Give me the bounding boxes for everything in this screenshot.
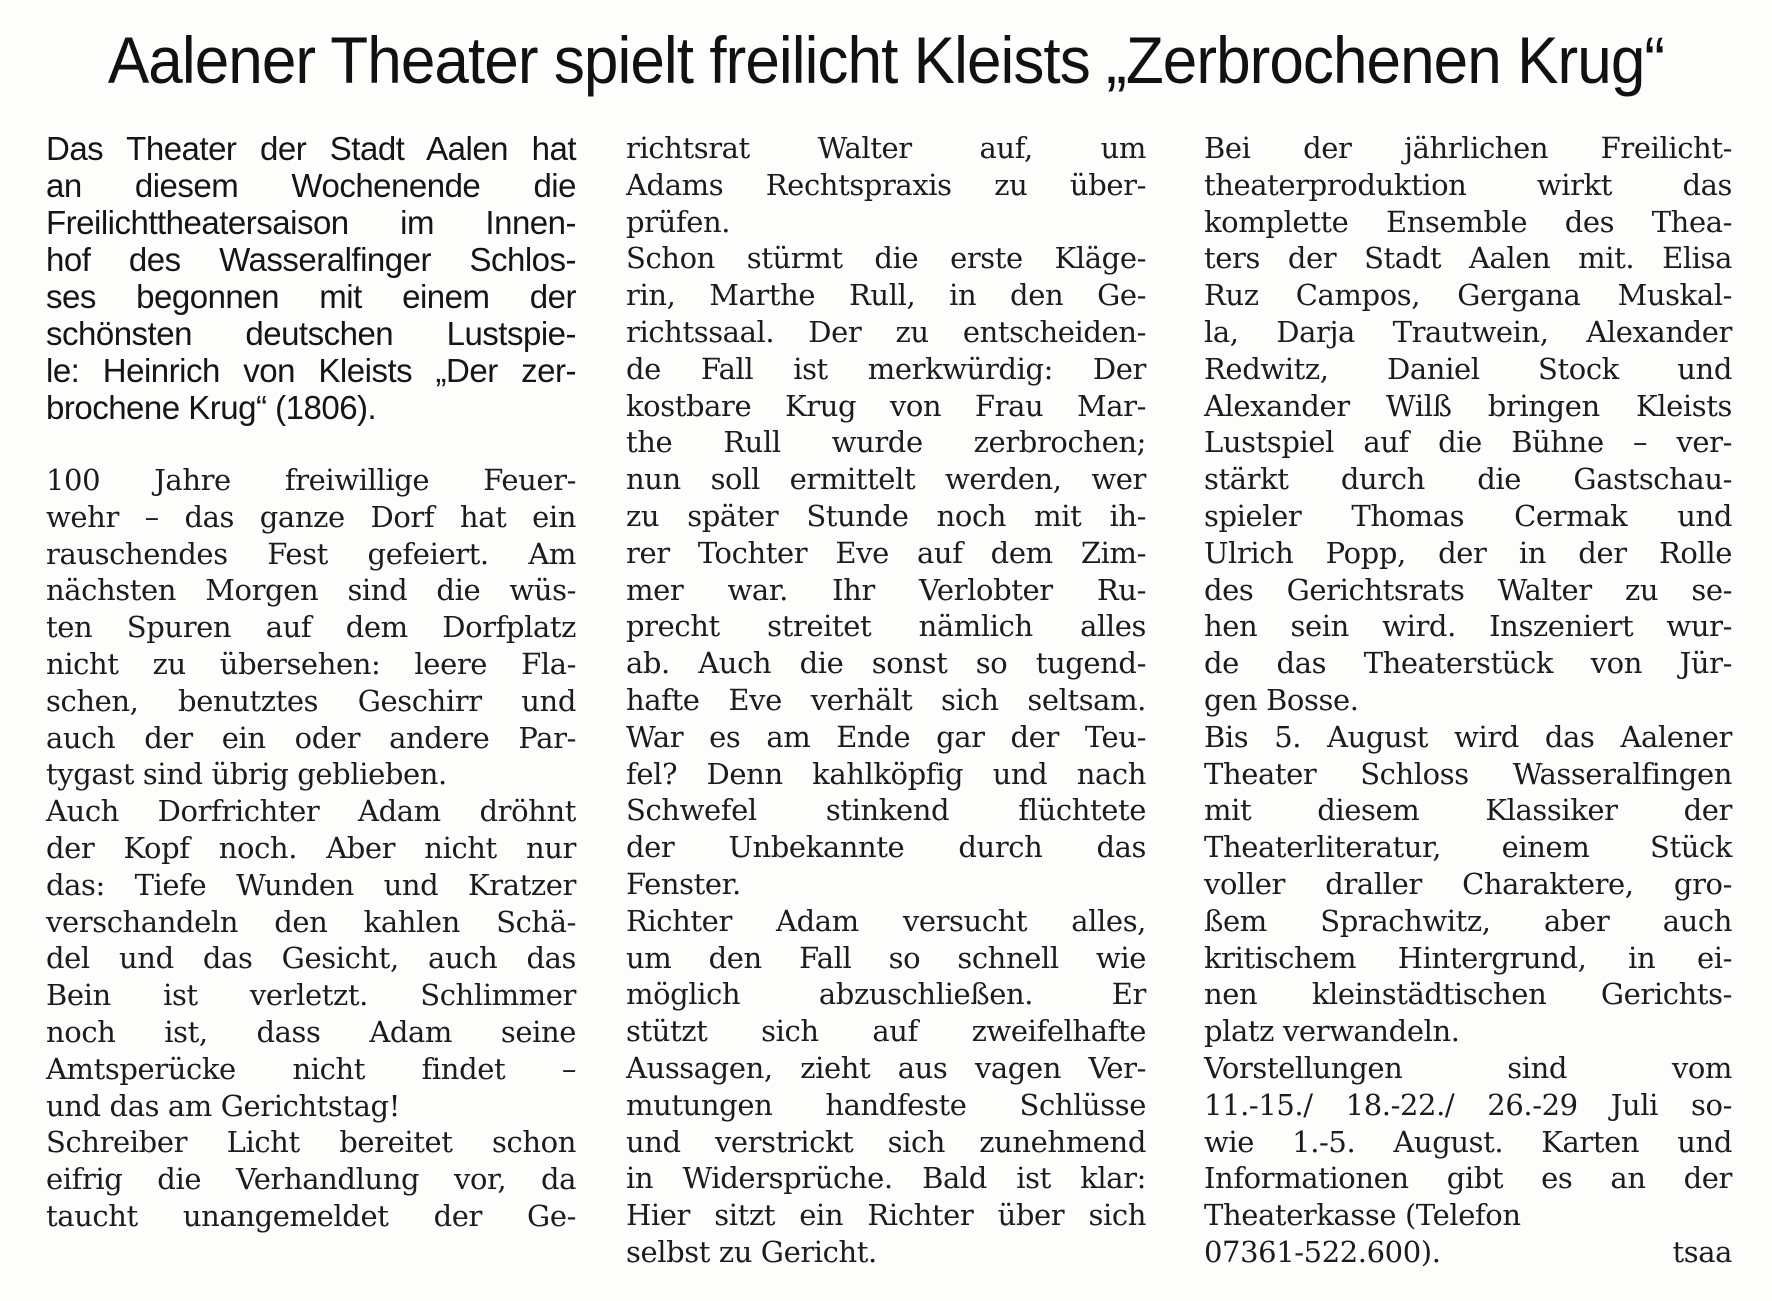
text-line: rauschendes Fest gefeiert. Am bbox=[46, 536, 576, 571]
text-line: nun soll ermittelt werden, wer bbox=[626, 462, 1146, 497]
text-line: ab. Auch die sonst so tugend- bbox=[626, 646, 1146, 681]
text-line: das: Tiefe Wunden und Kratzer bbox=[46, 867, 576, 902]
text-line: Theaterkasse (Telefon bbox=[1204, 1198, 1521, 1233]
text-line: Fenster. bbox=[626, 866, 741, 901]
text-line: rin, Marthe Rull, in den Ge- bbox=[626, 278, 1146, 313]
article-headline: Aalener Theater spielt freilicht Kleists „Zerbrochenen Krug“ bbox=[107, 23, 1665, 97]
text-line: Informationen gibt es an der bbox=[1204, 1161, 1732, 1196]
column-1 bbox=[46, 130, 576, 1235]
text-line: Bei der jährlichen Freilicht- bbox=[1204, 131, 1732, 165]
text-line: stützt sich auf zweifelhafte bbox=[626, 1014, 1146, 1049]
text-line: Bis 5. August wird das Aalener bbox=[1204, 719, 1732, 754]
text-line: Auch Dorfrichter Adam dröhnt bbox=[46, 794, 576, 829]
lead-line: Das Theater der Stadt Aalen hat bbox=[46, 130, 576, 167]
text-line: und verstrickt sich zunehmend bbox=[626, 1124, 1146, 1159]
text-line: ßem Sprachwitz, aber auch bbox=[1204, 903, 1732, 938]
text-line: 11.-15./ 18.-22./ 26.-29 Juli so- bbox=[1204, 1087, 1732, 1122]
text-line: kostbare Krug von Frau Mar- bbox=[626, 388, 1146, 423]
author-signature: tsaa bbox=[1672, 1234, 1732, 1269]
text-line: spieler Thomas Cermak und bbox=[1204, 498, 1732, 533]
text-line: Ruz Campos, Gergana Muskal- bbox=[1204, 278, 1732, 313]
phone-number-line: 07361-522.600). bbox=[1204, 1234, 1441, 1269]
text-line: wie 1.-5. August. Karten und bbox=[1204, 1124, 1732, 1159]
text-line: schen, benutztes Geschirr und bbox=[46, 683, 576, 718]
text-line: Schreiber Licht bereitet schon bbox=[46, 1125, 576, 1160]
closing-line bbox=[1204, 1234, 1732, 1271]
text-line: mit diesem Klassiker der bbox=[1204, 793, 1732, 828]
text-line: stärkt durch die Gastschau- bbox=[1204, 462, 1732, 497]
text-line: taucht unangemeldet der Ge- bbox=[46, 1198, 576, 1233]
text-line: Schon stürmt die erste Kläge- bbox=[626, 241, 1146, 276]
text-line: Ulrich Popp, der in der Rolle bbox=[1204, 535, 1732, 570]
text-line: Vorstellungen sind vom bbox=[1204, 1050, 1732, 1085]
text-line: verschandeln den kahlen Schä- bbox=[46, 904, 576, 939]
text-line: möglich abzuschließen. Er bbox=[626, 977, 1146, 1012]
text-line: ters der Stadt Aalen mit. Elisa bbox=[1204, 241, 1732, 276]
text-line: Redwitz, Daniel Stock und bbox=[1204, 351, 1732, 386]
column-1-body bbox=[46, 462, 576, 1235]
column-2 bbox=[626, 130, 1146, 1271]
text-line: Adams Rechtspraxis zu über- bbox=[626, 167, 1146, 202]
text-line: the Rull wurde zerbrochen; bbox=[626, 425, 1146, 460]
text-line: platz verwandeln. bbox=[1204, 1014, 1460, 1049]
text-line: mutungen handfeste Schlüsse bbox=[626, 1087, 1146, 1122]
lead-line: ses begonnen mit einem der bbox=[46, 278, 576, 315]
text-line: um den Fall so schnell wie bbox=[626, 940, 1146, 975]
column-3-body bbox=[1204, 130, 1732, 1234]
lead-line: an diesem Wochenende die bbox=[46, 167, 576, 204]
text-line: der Unbekannte durch das bbox=[626, 830, 1146, 865]
text-line: Schwefel stinkend flüchtete bbox=[626, 793, 1146, 828]
text-line: precht streitet nämlich alles bbox=[626, 609, 1146, 644]
text-line: gen Bosse. bbox=[1204, 682, 1359, 717]
text-line: komplette Ensemble des Thea- bbox=[1204, 204, 1732, 239]
column-2-body bbox=[626, 130, 1146, 1271]
text-line: kritischem Hintergrund, in ei- bbox=[1204, 940, 1732, 975]
text-line: nächsten Morgen sind die wüs- bbox=[46, 573, 576, 608]
text-line: nen kleinstädtischen Gerichts- bbox=[1204, 977, 1732, 1012]
text-line: nicht zu übersehen: leere Fla- bbox=[46, 646, 576, 681]
text-line: mer war. Ihr Verlobter Ru- bbox=[626, 572, 1146, 607]
text-line: hafte Eve verhält sich seltsam. bbox=[626, 682, 1146, 717]
text-line: in Widersprüche. Bald ist klar: bbox=[626, 1161, 1146, 1196]
lead-line: schönsten deutschen Lustspie- bbox=[46, 315, 576, 352]
text-line: zu später Stunde noch mit ih- bbox=[626, 498, 1146, 533]
text-line: tygast sind übrig geblieben. bbox=[46, 757, 447, 792]
text-line: de Fall ist merkwürdig: Der bbox=[626, 351, 1146, 386]
text-line: wehr – das ganze Dorf hat ein bbox=[46, 499, 576, 534]
column-3 bbox=[1204, 130, 1732, 1271]
text-line: eifrig die Verhandlung vor, da bbox=[46, 1162, 576, 1197]
text-line: selbst zu Gericht. bbox=[626, 1234, 877, 1269]
lead-line: le: Heinrich von Kleists „Der zer- bbox=[46, 352, 576, 389]
text-line: Aussagen, zieht aus vagen Ver- bbox=[626, 1050, 1146, 1085]
text-line: Hier sitzt ein Richter über sich bbox=[626, 1198, 1146, 1233]
text-line: voller draller Charaktere, gro- bbox=[1204, 866, 1732, 901]
text-line: und das am Gerichtstag! bbox=[46, 1088, 400, 1123]
text-line: de das Theaterstück von Jür- bbox=[1204, 646, 1732, 681]
text-line: Lustspiel auf die Bühne – ver- bbox=[1204, 425, 1732, 460]
text-line: hen sein wird. Inszeniert wur- bbox=[1204, 609, 1732, 644]
text-line: des Gerichtsrats Walter zu se- bbox=[1204, 572, 1732, 607]
text-line: richtssaal. Der zu entscheiden- bbox=[626, 314, 1146, 349]
text-line: richtsrat Walter auf, um bbox=[626, 131, 1146, 165]
text-line: Richter Adam versucht alles, bbox=[626, 903, 1146, 938]
text-line: prüfen. bbox=[626, 204, 731, 239]
text-line: Amtsperücke nicht findet – bbox=[46, 1051, 576, 1086]
text-line: War es am Ende gar der Teu- bbox=[626, 719, 1146, 754]
text-line: Theater Schloss Wasseralfingen bbox=[1204, 756, 1732, 791]
text-line: Bein ist verletzt. Schlimmer bbox=[46, 978, 576, 1013]
text-line: der Kopf noch. Aber nicht nur bbox=[46, 830, 576, 865]
text-line: ten Spuren auf dem Dorfplatz bbox=[46, 610, 576, 645]
text-line: 100 Jahre freiwillige Feuer- bbox=[46, 463, 576, 497]
text-line: fel? Denn kahlköpfig und nach bbox=[626, 756, 1146, 791]
text-line: Theaterliteratur, einem Stück bbox=[1204, 830, 1732, 865]
lead-line: hof des Wasseralfinger Schlos- bbox=[46, 241, 576, 278]
text-line: noch ist, dass Adam seine bbox=[46, 1014, 576, 1049]
text-line: del und das Gesicht, auch das bbox=[46, 941, 576, 976]
paragraph-spacer bbox=[46, 426, 576, 462]
article-lead bbox=[46, 130, 576, 426]
text-line: la, Darja Trautwein, Alexander bbox=[1204, 314, 1732, 349]
text-line: rer Tochter Eve auf dem Zim- bbox=[626, 535, 1146, 570]
lead-line: Freilichttheatersaison im Innen- bbox=[46, 204, 576, 241]
text-line: theaterproduktion wirkt das bbox=[1204, 167, 1732, 202]
lead-line: brochene Krug“ (1806). bbox=[46, 389, 377, 426]
text-line: auch der ein oder andere Par- bbox=[46, 720, 576, 755]
text-line: Alexander Wilß bringen Kleists bbox=[1204, 388, 1732, 423]
